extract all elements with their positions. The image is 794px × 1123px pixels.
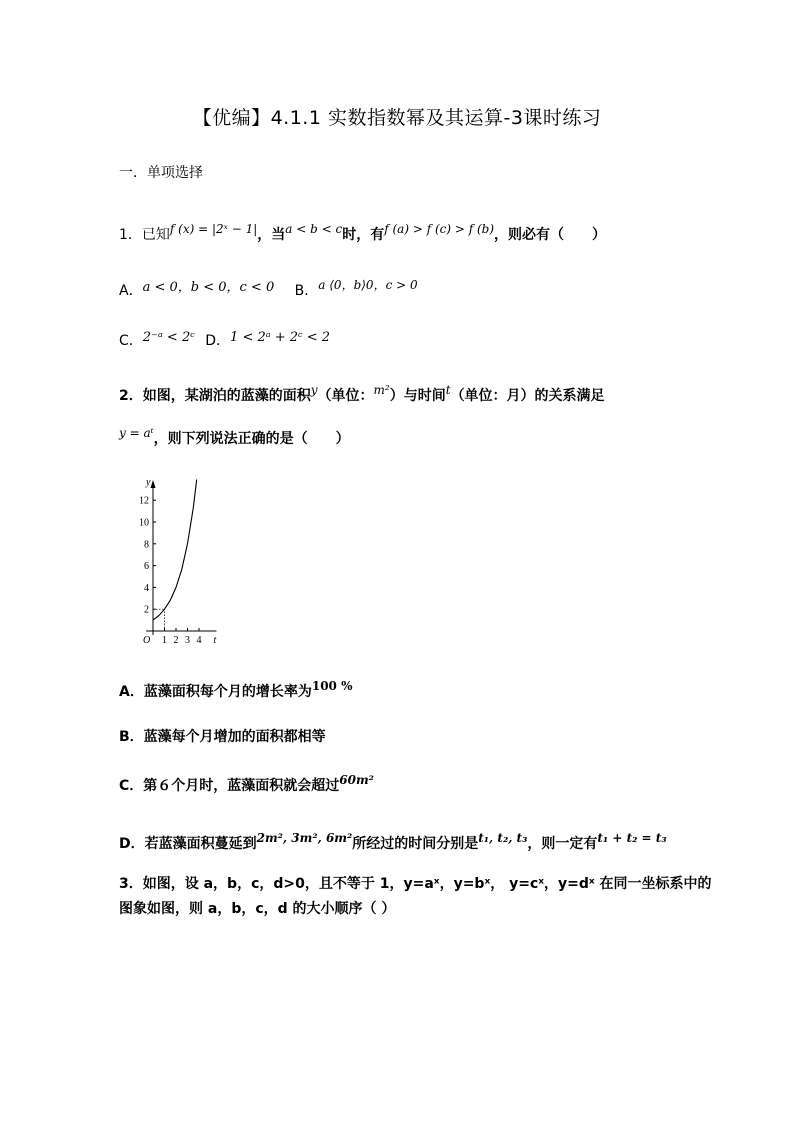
y-tick-label: 6 <box>144 561 149 573</box>
q2-text-line2: ，则下列说法正确的是（ ） <box>153 431 350 447</box>
question-3-stem-line1: 3．如图，设 a，b，c，d>0，且不等于 1，y=aˣ，y=bˣ， y=cˣ，y=dˣ 在同一坐标系中的 <box>119 876 712 892</box>
q1-option-b: a ⟨0，b⟩0，c > 0 <box>318 278 418 292</box>
q2-var-y: y <box>310 383 318 397</box>
y-axis-arrow <box>151 480 156 488</box>
x-tick-label: 1 <box>162 635 167 646</box>
q2-text-c: ）与时间 <box>389 388 446 404</box>
q1-mid2: 时，有 <box>342 227 385 243</box>
question-2-option-b: B．蓝藻每个月增加的面积都相等 <box>119 729 326 745</box>
question-3-stem-line2: 图象如图，则 a，b，c，d 的大小顺序（ ） <box>119 901 396 917</box>
q1-option-b-label: B． <box>294 283 319 299</box>
x-tick-label: 4 <box>196 635 202 646</box>
q1-option-d-label: D． <box>205 333 231 349</box>
y-tick-label: 10 <box>139 517 149 529</box>
q2-option-c-text: C．第６个月时，蓝藻面积就会超过 <box>119 778 340 794</box>
question-2-option-d <box>119 833 667 853</box>
q1-mid1: ，当 <box>257 227 286 243</box>
y-tick-label: 12 <box>139 495 149 507</box>
q1-option-c-label: C． <box>119 333 143 349</box>
q2-option-d-text3: ，则一定有 <box>527 836 598 852</box>
question-1-options-ab <box>119 280 418 300</box>
y-tick-label: 2 <box>144 604 149 616</box>
q2-option-c-math: 60m² <box>339 773 374 787</box>
q1-condition: a < b < c <box>285 222 343 236</box>
q1-option-a-label: A． <box>119 283 143 299</box>
origin-label: O <box>143 635 151 646</box>
q2-text-a: 2．如图，某湖泊的蓝藻的面积 <box>119 388 311 404</box>
question-1-stem <box>119 224 606 244</box>
y-tick-label: 4 <box>144 582 149 594</box>
q2-var-t: t <box>445 383 451 397</box>
question-1-options-cd <box>119 330 330 350</box>
q2-text-d: （单位：月）的关系满足 <box>450 388 605 404</box>
q2-text-b: （单位： <box>317 388 374 404</box>
q2-option-d-text1: D．若蓝藻面积蔓延到 <box>119 836 257 852</box>
q1-option-d: 1 < 2ᵃ + 2ᶜ < 2 <box>230 330 331 345</box>
growth-curve <box>153 480 197 621</box>
page-title: 【优编】4.1.1 实数指数幂及其运算-3课时练习 <box>192 107 602 129</box>
y-tick-label: 8 <box>144 539 149 551</box>
q2-option-d-text2: 所经过的时间分别是 <box>352 836 479 852</box>
x-axis-label: t <box>213 635 217 646</box>
q1-relation: f (a) > f (c) > f (b) <box>384 222 495 236</box>
growth-chart <box>133 476 243 646</box>
q2-unit: m² <box>373 383 390 397</box>
section-heading: 一．单项选择 <box>119 165 203 181</box>
q2-option-a-text: A．蓝藻面积每个月的增长率为 <box>119 684 312 700</box>
x-tick-label: 2 <box>173 635 179 646</box>
question-2-stem-line1 <box>119 385 605 405</box>
x-tick-label: 3 <box>185 635 190 646</box>
y-axis-label: y <box>146 477 151 488</box>
q1-function: f (x) = |2ˣ − 1| <box>169 222 258 236</box>
question-2-option-c <box>119 775 374 795</box>
q1-option-a: a < 0，b < 0，c < 0 <box>142 280 275 295</box>
q2-option-d-math1: 2m², 3m², 6m² <box>256 831 353 845</box>
q1-prefix: 1．已知 <box>119 227 170 243</box>
q2-option-a-math: 100 % <box>311 679 353 693</box>
q1-suffix: ，则必有（ ） <box>494 227 607 243</box>
q2-option-d-math2: t₁, t₂, t₃ <box>478 831 528 845</box>
q2-formula: y = aᵗ <box>119 426 154 440</box>
q2-option-d-math3: t₁ + t₂ = t₃ <box>597 831 667 845</box>
q1-option-c: 2⁻ᵃ < 2ᶜ <box>142 330 195 345</box>
question-2-option-a <box>119 681 352 701</box>
question-2-stem-line2 <box>119 428 350 448</box>
